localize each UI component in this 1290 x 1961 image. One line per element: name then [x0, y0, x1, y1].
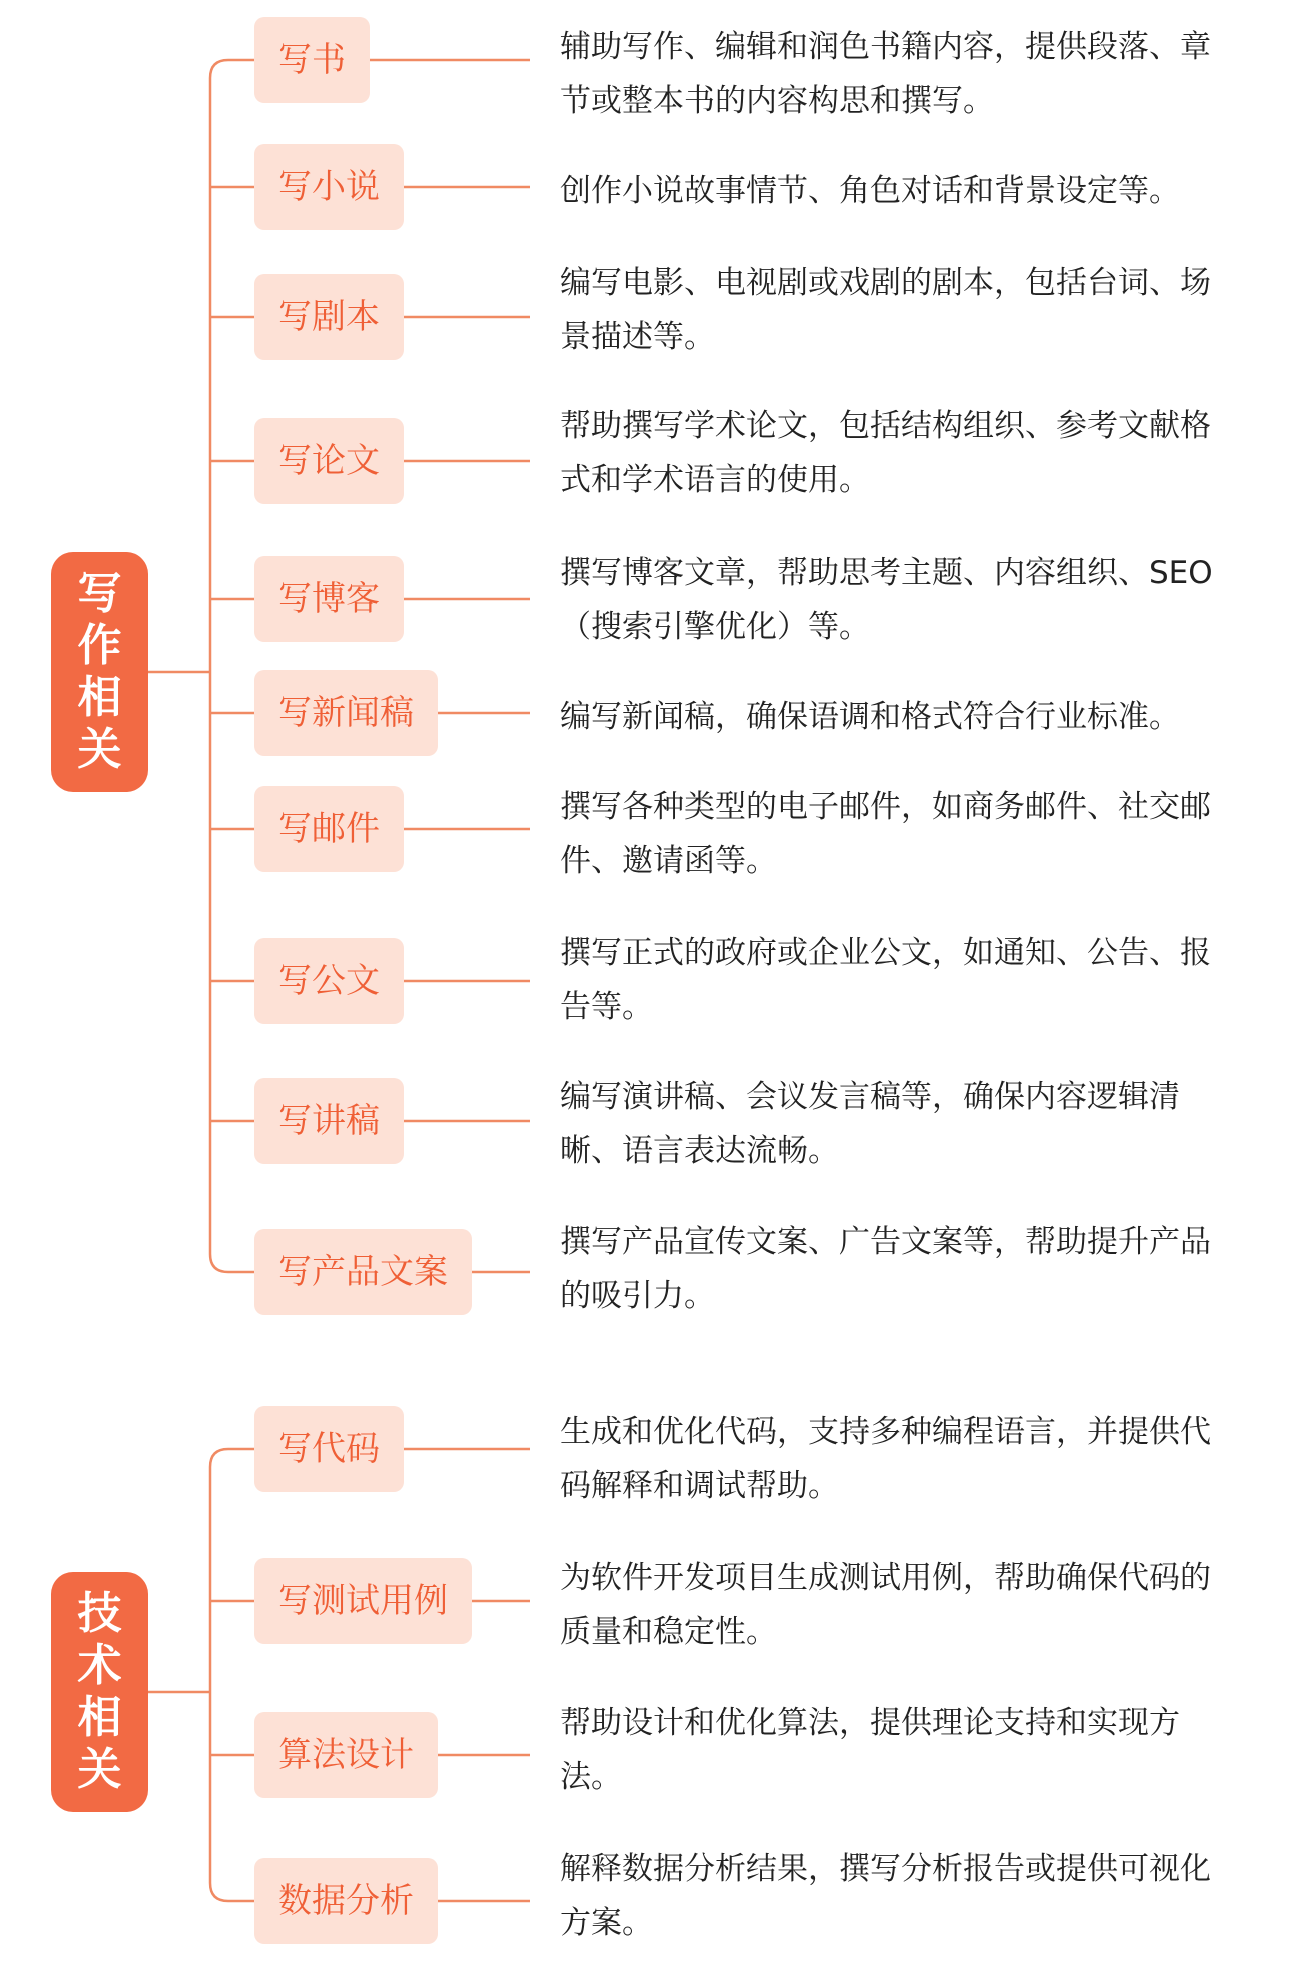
item-description: 编写演讲稿、会议发言稿等，确保内容逻辑清晰、语言表达流畅。: [560, 1079, 1180, 1169]
item-data-analysis[interactable]: 数据分析: [254, 1858, 438, 1944]
item-description: 辅助写作、编辑和润色书籍内容，提供段落、章节或整本书的内容构思和撰写。: [560, 29, 1211, 119]
item-write-press-release[interactable]: 写新闻稿: [254, 670, 438, 756]
item-description: 撰写产品宣传文案、广告文案等，帮助提升产品的吸引力。: [560, 1224, 1211, 1314]
item-description: 撰写各种类型的电子邮件，如商务邮件、社交邮件、邀请函等。: [560, 789, 1211, 879]
item-description: 生成和优化代码，支持多种编程语言，并提供代码解释和调试帮助。: [560, 1414, 1211, 1504]
item-write-novel[interactable]: 写小说: [254, 144, 404, 230]
item-write-test-cases[interactable]: 写测试用例: [254, 1558, 472, 1644]
item-description: 撰写博客文章，帮助思考主题、内容组织、SEO（搜索引擎优化）等。: [560, 555, 1213, 645]
category-writing: 写作相关: [51, 552, 148, 792]
item-description: 解释数据分析结果，撰写分析报告或提供可视化方案。: [560, 1851, 1211, 1941]
branch-trunk: [210, 1449, 228, 1901]
item-write-official-doc[interactable]: 写公文: [254, 938, 404, 1024]
item-write-email[interactable]: 写邮件: [254, 786, 404, 872]
item-write-blog[interactable]: 写博客: [254, 556, 404, 642]
item-write-paper[interactable]: 写论文: [254, 418, 404, 504]
item-write-script[interactable]: 写剧本: [254, 274, 404, 360]
item-description: 编写电影、电视剧或戏剧的剧本，包括台词、场景描述等。: [560, 265, 1211, 355]
item-write-book[interactable]: 写书: [254, 17, 370, 103]
item-write-code[interactable]: 写代码: [254, 1406, 404, 1492]
item-description: 编写新闻稿，确保语调和格式符合行业标准。: [560, 699, 1180, 735]
item-description: 为软件开发项目生成测试用例，帮助确保代码的质量和稳定性。: [560, 1560, 1211, 1650]
item-description: 帮助撰写学术论文，包括结构组织、参考文献格式和学术语言的使用。: [560, 408, 1211, 498]
item-description: 创作小说故事情节、角色对话和背景设定等。: [560, 173, 1180, 209]
item-algorithm-design[interactable]: 算法设计: [254, 1712, 438, 1798]
category-technical: 技术相关: [51, 1572, 148, 1812]
item-description: 撰写正式的政府或企业公文，如通知、公告、报告等。: [560, 935, 1211, 1025]
item-write-speech[interactable]: 写讲稿: [254, 1078, 404, 1164]
item-write-product-copy[interactable]: 写产品文案: [254, 1229, 472, 1315]
branch-trunk: [210, 60, 228, 1272]
item-description: 帮助设计和优化算法，提供理论支持和实现方法。: [560, 1705, 1180, 1795]
